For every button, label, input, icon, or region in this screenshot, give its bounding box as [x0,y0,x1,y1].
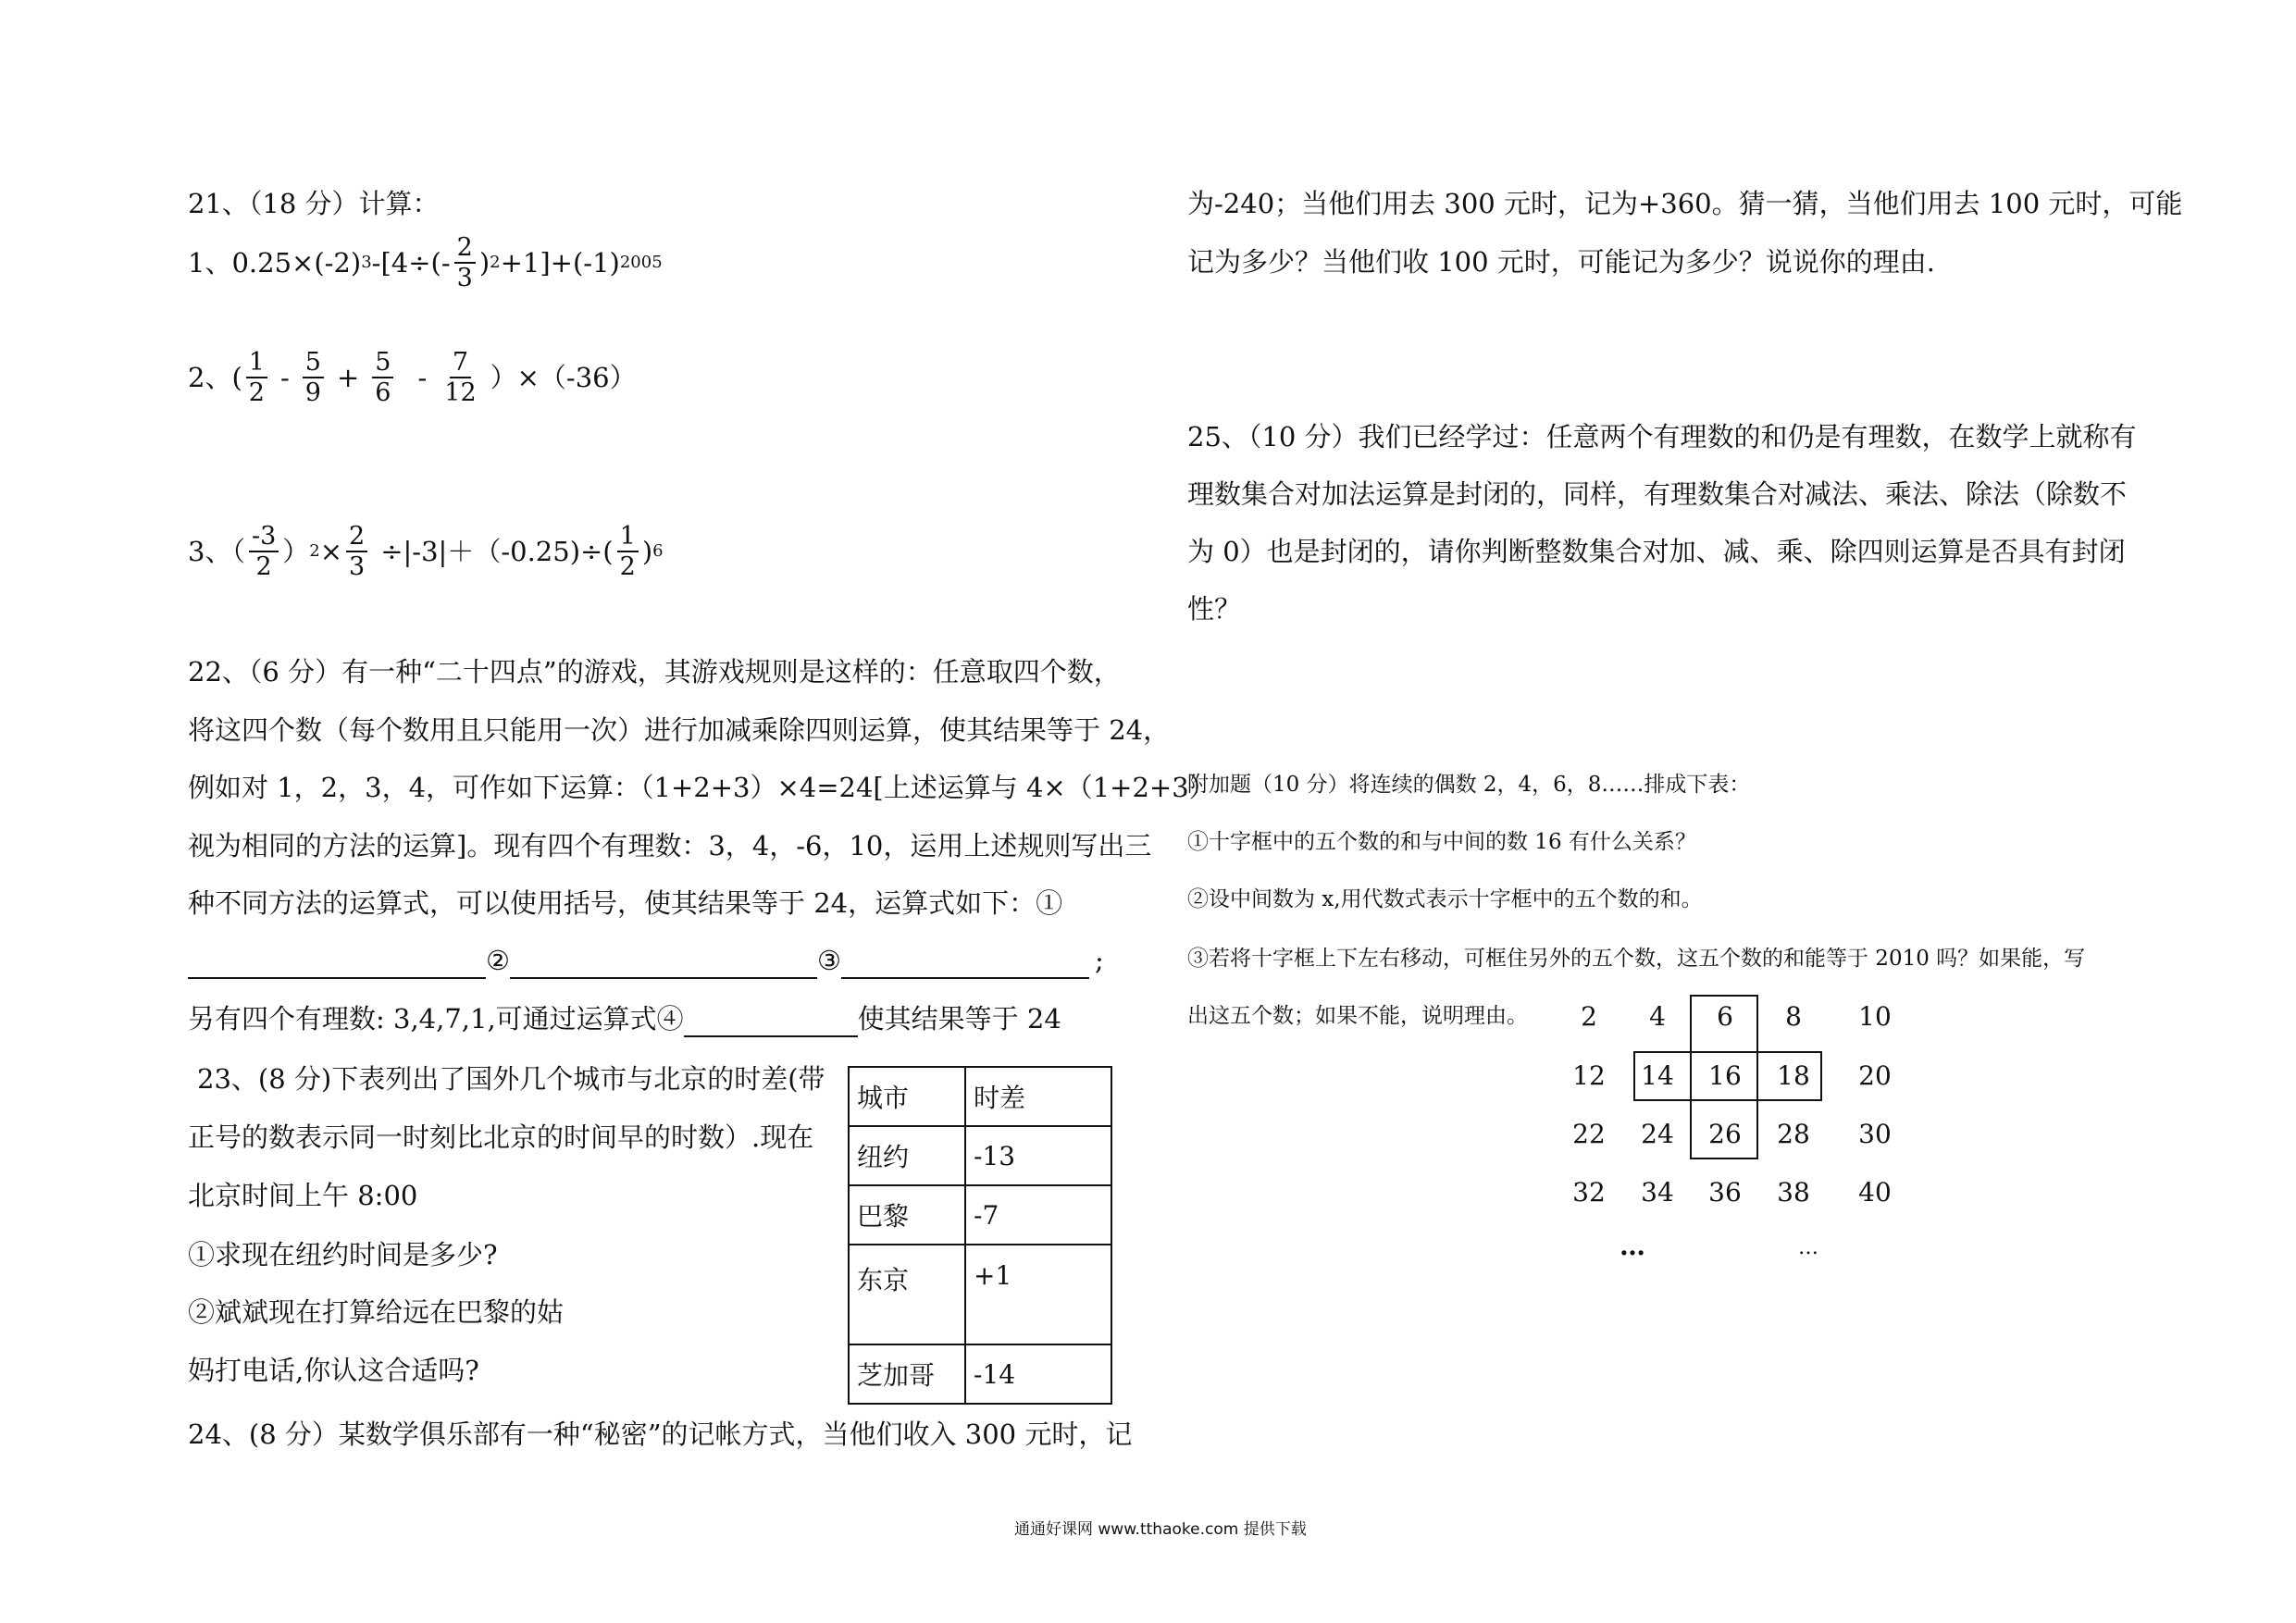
bonus-line-2: ①十字框中的五个数的和与中间的数 16 有什么关系？ [1187,830,1696,854]
q22-answer-line [188,942,1104,979]
q22-line-1: 22、（6 分）有一种“二十四点”的游戏，其游戏规则是这样的：任意取四个数， [188,656,1121,688]
q23-line-5: ②斌斌现在打算给远在巴黎的姑 [188,1296,565,1328]
grid-ellipsis-2: … [1798,1236,1818,1259]
q21-p3-text-c: × [319,536,343,567]
q21-p2-fraction-1: $\frac{1}{2}$ [246,350,267,405]
q23-line-4: ①求现在纽约时间是多少? [188,1239,498,1270]
table-cell-diff: -7 [965,1185,1111,1245]
q21-p1-text-f: +1]+(-1) [500,247,620,279]
q21-p1-exp-1: 3 [361,253,372,272]
q23-line-2: 正号的数表示同一时刻比北京的时间早的时数）.现在 [188,1121,814,1153]
q21-p2-fraction-4: $\frac{7}{12}$ [444,348,477,407]
q24-line-3: 记为多少？当他们收 100 元时，可能记为多少？说说你的理由. [1187,246,1936,278]
q21-p3-fraction-2: $\frac{2}{3}$ [346,524,367,579]
grid-cell: 38 [1777,1177,1810,1208]
table-header-city: 城市 [849,1067,965,1126]
grid-cell: 14 [1641,1060,1674,1091]
q22-mark-2: ② [486,945,510,976]
table-cell-city: 芝加哥 [849,1344,965,1404]
bonus-line-1: 附加题（10 分）将连续的偶数 2，4，6，8……排成下表： [1187,773,1751,797]
bonus-line-3: ②设中间数为 x,用代数式表示十字框中的五个数的和。 [1187,887,1703,911]
q21-p2-text-a: 2、( [188,362,242,393]
q22-answer-blank-4[interactable] [684,1008,858,1037]
q21-p1-exp-2: 2 [490,253,501,272]
q22-line-5: 种不同方法的运算式，可以使用括号，使其结果等于 24，运算式如下：① [188,887,1063,919]
q23-line-3: 北京时间上午 8:00 [188,1180,418,1211]
q21-p2-op-1: - [279,362,290,393]
q21-heading: 21、（18 分）计算： [188,188,440,219]
table-row [849,1344,1111,1404]
table-cell-diff: -14 [965,1344,1111,1404]
q21-p1-text-c: ) [478,247,490,279]
q23-line-1: 23、(8 分)下表列出了国外几个城市与北京的时差(带 [197,1063,825,1095]
q21-problem-1 [188,235,663,291]
table-cell-city: 东京 [849,1245,965,1344]
grid-ellipsis-1: … [1620,1231,1645,1261]
q25-line-2: 理数集合对加法运算是封闭的，同样，有理数集合对减法、乘法、除法（除数不 [1187,478,2128,510]
q22-line-end: ; [1095,945,1104,976]
q21-p3-fraction-3: $\frac{1}{2}$ [617,524,639,579]
q21-p2-fraction-3: $\frac{5}{6}$ [372,350,393,405]
grid-cell: 30 [1858,1119,1892,1149]
q22-mark-3: ③ [817,945,841,976]
q21-p1-exp-3: 2005 [619,253,663,272]
grid-cell: 8 [1785,1001,1802,1032]
grid-cell: 20 [1858,1060,1892,1091]
q22-last-text-b: 使其结果等于 24 [857,1003,1061,1035]
grid-cell: 12 [1572,1060,1606,1091]
q22-last-text-a: 另有四个有理数: 3,4,7,1,可通过运算式④ [188,1003,684,1035]
table-row [849,1185,1111,1245]
table-cell-city: 巴黎 [849,1185,965,1245]
q21-p1-fraction: $\frac{2}{3}$ [454,235,476,291]
table-cell-diff: -13 [965,1126,1111,1185]
grid-cell: 6 [1717,1001,1733,1032]
table-header-row [849,1067,1111,1126]
q21-p3-fraction-1: $\frac{-3}{2}$ [249,524,279,579]
bonus-line-5: 出这五个数；如果不能，说明理由。 [1187,1004,1528,1028]
q22-last-line [188,1000,1061,1037]
grid-cell: 24 [1641,1119,1674,1149]
table-row [849,1126,1111,1185]
bonus-line-4: ③若将十字框上下左右移动，可框住另外的五个数，这五个数的和能等于 2010 吗？如果能，写 [1187,947,2086,971]
q22-line-4: 视为相同的方法的运算]。现有四个有理数：3，4，-6，10，运用上述规则写出三 [188,830,1152,861]
q21-p2-text-end: ）×（-36） [490,362,637,393]
q21-p2-fraction-2: $\frac{5}{9}$ [303,350,324,405]
q24-line-2: 为-240；当他们用去 300 元时，记为+360。猜一猜，当他们用去 100 元时，可能 [1187,188,2183,219]
grid-cell: 22 [1572,1119,1606,1149]
q21-p1-text-a: 1、0.25×(-2) [188,247,362,279]
q23-line-6: 妈打电话,你认这合适吗? [188,1355,479,1386]
grid-cell: 10 [1858,1001,1892,1032]
grid-cell: 36 [1708,1177,1742,1208]
table-cell-city: 纽约 [849,1126,965,1185]
q21-p3-text-a: 3、（ [188,536,245,567]
q22-line-2: 将这四个数（每个数用且只能用一次）进行加减乘除四则运算，使其结果等于 24， [188,714,1171,746]
q21-p3-exp-1: 2 [309,541,320,561]
grid-cell: 16 [1708,1060,1742,1091]
q21-p3-text-b: ） [282,536,310,567]
table-row [849,1245,1111,1344]
q25-line-4: 性？ [1187,593,1242,625]
q21-p2-op-2: + [336,362,360,393]
q21-p3-text-d: ÷|-3|＋（-0.25)÷( [380,536,614,567]
page-footer: 通通好课网 www.tthaoke.com 提供下载 [1014,1520,1307,1539]
grid-cell: 28 [1777,1119,1810,1149]
grid-cell: 32 [1572,1177,1606,1208]
time-difference-table [848,1066,1112,1405]
q25-line-3: 为 0）也是封闭的，请你判断整数集合对加、减、乘、除四则运算是否具有封闭 [1187,536,2126,567]
grid-cell: 2 [1581,1001,1597,1032]
q21-p1-text-b: -[4÷(- [371,247,451,279]
table-header-diff: 时差 [965,1067,1111,1126]
grid-cell: 4 [1649,1001,1666,1032]
q21-p2-op-3: - [417,362,428,393]
grid-cell: 18 [1777,1060,1810,1091]
q22-answer-blank-3[interactable] [841,949,1089,979]
grid-cell: 34 [1641,1177,1674,1208]
grid-cell: 40 [1858,1177,1892,1208]
q22-line-3: 例如对 1，2，3，4，可作如下运算：（1+2+3）×4=24[上述运算与 4×（1+2+3） [188,772,1216,803]
grid-cell: 26 [1708,1119,1742,1149]
q24-line-1: 24、(8 分）某数学俱乐部有一种“秘密”的记帐方式，当他们收入 300 元时，记 [188,1419,1133,1450]
q21-p3-exp-2: 6 [652,541,664,561]
q21-problem-2 [188,350,637,405]
q25-line-1: 25、（10 分）我们已经学过：任意两个有理数的和仍是有理数，在数学上就称有 [1187,421,2137,452]
q22-answer-blank-2[interactable] [510,949,817,979]
q21-p3-text-e: ) [641,536,653,567]
q21-problem-3 [188,524,664,579]
table-cell-diff: +1 [965,1245,1111,1344]
q22-answer-blank-1[interactable] [188,949,486,979]
